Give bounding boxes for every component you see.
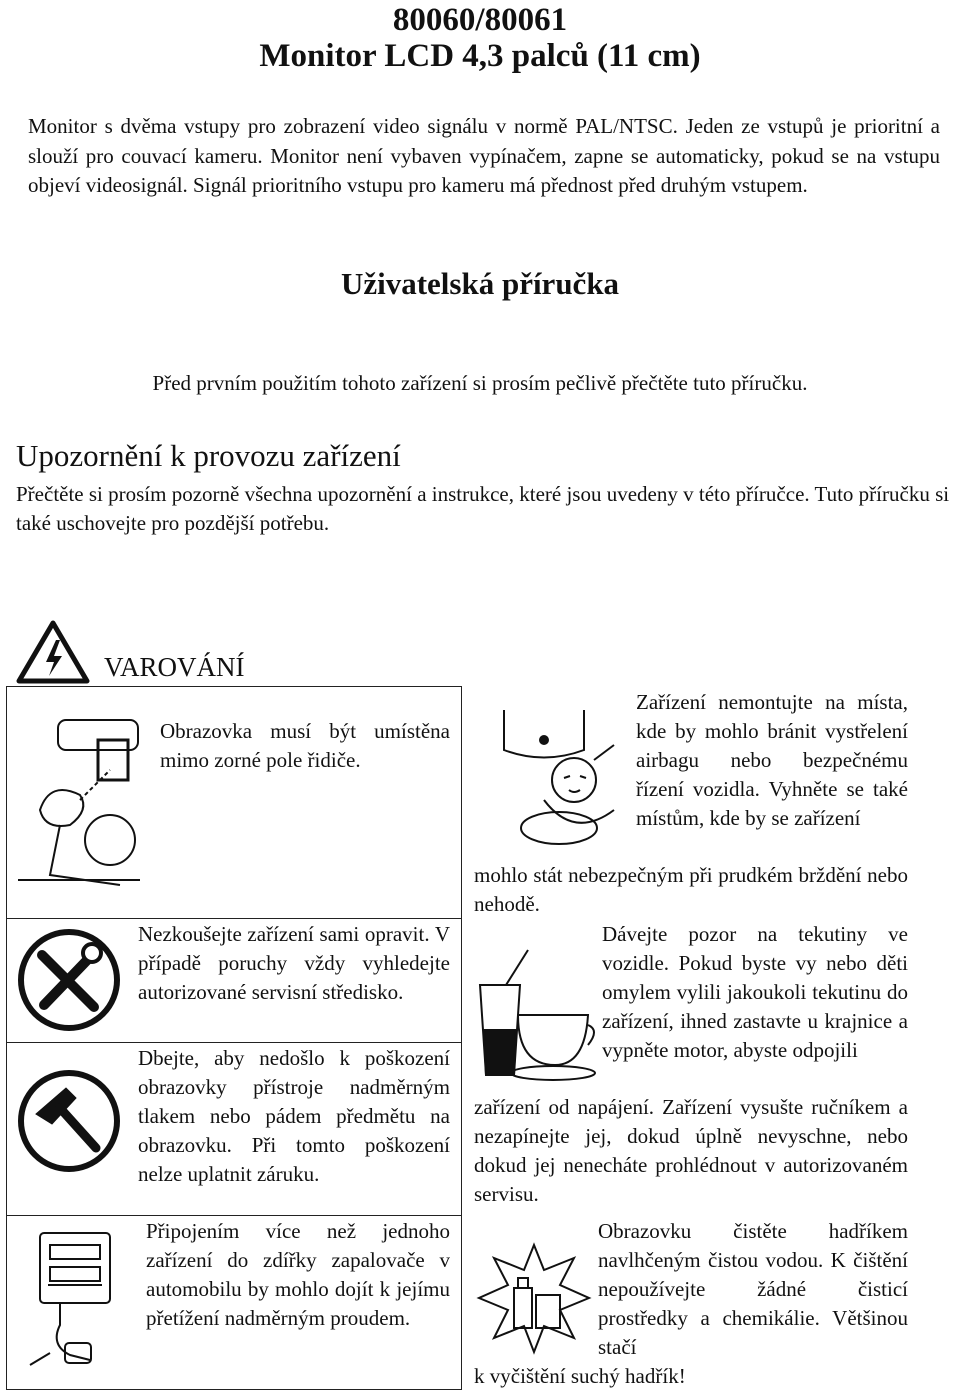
airbag-text-bottom: mohlo stát nebezpečným při prudkém brždění nebo nehodě.	[474, 863, 908, 916]
page-title: Monitor LCD 4,3 palců (11 cm)	[259, 38, 701, 74]
notice-heading: Upozornění k provozu zařízení	[16, 438, 401, 473]
chemicals-illustration	[474, 1240, 594, 1360]
driver-view-text: Obrazovka musí být umístěna mimo zorné pole řidiče.	[160, 719, 450, 772]
electric-warning-icon	[16, 620, 90, 684]
driver-monitor-illustration	[10, 700, 150, 900]
model-number: 80060/80061	[392, 2, 568, 38]
before-use-note: Před prvním použitím tohoto zařízení si prosím pečlivě přečtěte tuto příručku.	[152, 371, 808, 395]
tools-repair-icon	[14, 925, 124, 1035]
cleaning-text-bottom: k vyčištění suchý hadřík!	[474, 1364, 686, 1388]
overload-text: Připojením více než jednoho zařízení do zdířky zapalovače v automobilu by mohlo dojít k jejímu přetížení nadměrným proudem.	[146, 1219, 450, 1330]
intro-paragraph: Monitor s dvěma vstupy pro zobrazení video signálu v normě PAL/NTSC. Jeden ze vstupů je prioritní a slouží pro couvací kameru. Monitor není vybaven vypínačem, zapne se automaticky, pokud se na vstupu objeví videosignál. Signál prioritního vstupu pro kameru má přednost před druhým vstupem.	[28, 114, 940, 197]
notice-text: Přečtěte si prosím pozorně všechna upozornění a instrukce, které jsou uvedeny v této příručce. Tuto příručku si také uschovejte pro pozdější potřebu.	[16, 482, 950, 535]
user-guide-heading: Uživatelská příručka	[340, 266, 620, 301]
liquids-text-top: Dávejte pozor na tekutiny ve vozidle. Pokud byste vy nebo děti omylem vylili jakoukoli tekutinu do zařízení, ihned zastavte u krajnice a vypněte motor, abyste odpojili	[602, 922, 908, 1062]
warning-heading: VAROVÁNÍ	[104, 652, 245, 682]
hammer-icon	[14, 1066, 124, 1176]
socket-overload-illustration	[20, 1225, 140, 1375]
liquids-text-bottom: zařízení od napájení. Zařízení vysušte ručníkem a nezapínejte jej, dokud úplně nevyschne, nebo dokud jej nenecháte prohlédnout v autorizovaném servisu.	[474, 1095, 908, 1206]
pressure-text: Dbejte, aby nedošlo k poškození obrazovky přístroje nadměrným tlakem nebo pádem předmětu na obrazovku. Při tomto poškození nelze uplatnit záruku.	[138, 1046, 450, 1186]
airbag-driver-illustration	[484, 700, 624, 850]
cleaning-text-top: Obrazovku čistěte hadříkem navlhčeným čistou vodou. K čištění nepoužívejte žádné čisticí prostředky a chemikálie. Většinou stačí	[598, 1219, 908, 1359]
drinks-illustration	[470, 945, 600, 1095]
airbag-text-top: Zařízení nemontujte na místa, kde by mohlo bránit vystřelení airbagu nebo bezpečnému řízení vozidla. Vyhněte se také místům, kde by se zařízení	[636, 690, 908, 830]
repair-text: Nezkoušejte zařízení sami opravit. V případě poruchy vždy vyhledejte autorizované servisní středisko.	[138, 922, 450, 1004]
